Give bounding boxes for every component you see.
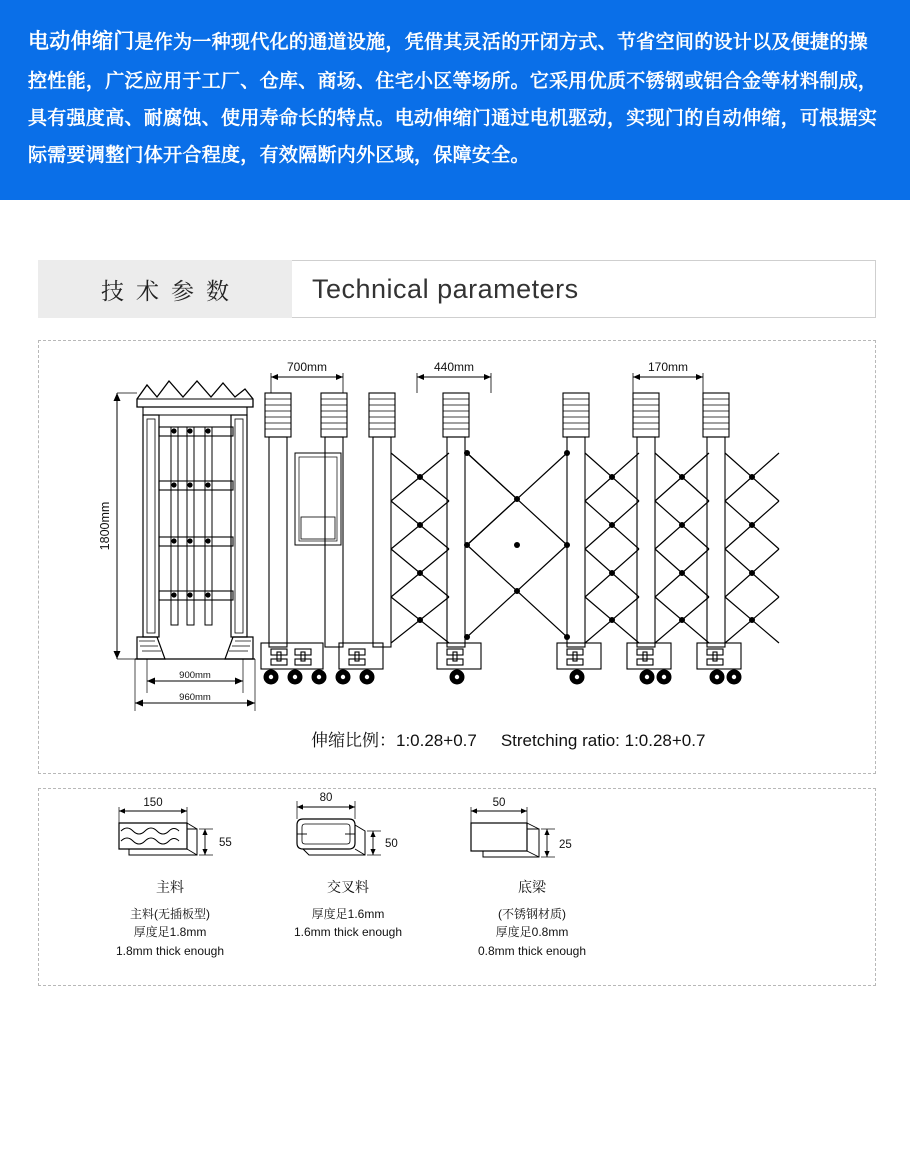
- material-2-thickness-cn: 厚度足1.6mm: [311, 906, 385, 921]
- material-2-name: 交叉料: [327, 879, 369, 896]
- dim-label-900: 900mm: [179, 670, 211, 682]
- dim-label-440: 440mm: [433, 360, 475, 375]
- intro-body: 是作为一种现代化的通道设施，凭借其灵活的开闭方式、节省空间的设计以及便捷的操控性能，广泛应用于工厂、仓库、商场、住宅小区等场所。它采用优质不锈钢或铝合金等材料制成，具有强度高、耐腐蚀、使用寿命长的特点。电动伸缩门通过电机驱动，实现门的自动伸缩，可根据实际需要调整门体开合程度，有效隔断内外区域，保障安全。: [28, 32, 878, 167]
- dim-label-1800: 1800mm: [98, 501, 112, 551]
- mat3-width-label: 50: [492, 797, 506, 810]
- material-1-thickness-cn: 厚度足1.8mm: [133, 925, 207, 940]
- mat3-height-label: 25: [559, 839, 572, 852]
- dim-label-170: 170mm: [647, 360, 689, 375]
- material-1-note: 主料(无插板型): [130, 906, 210, 921]
- stretching-ratio: [311, 726, 705, 751]
- material-specs-panel: [38, 788, 876, 986]
- section-heading: [38, 260, 876, 318]
- material-1-thickness-en: 1.8mm thick enough: [115, 943, 225, 958]
- mat1-width-label: 150: [143, 797, 163, 810]
- material-3-name: 底梁: [518, 879, 546, 896]
- intro-banner: [0, 0, 910, 200]
- dim-label-960: 960mm: [179, 692, 211, 704]
- gate-technical-drawing: [39, 341, 875, 773]
- material-2-caption: [253, 877, 443, 942]
- material-3-note: (不锈钢材质): [498, 906, 566, 921]
- technical-drawing-panel: [38, 340, 876, 774]
- material-1-caption: [75, 877, 265, 960]
- dim-label-700: 700mm: [286, 360, 328, 375]
- material-3-thickness-cn: 厚度足0.8mm: [495, 925, 569, 940]
- section-title-cn: 技术参数: [38, 260, 292, 318]
- material-3-thickness-en: 0.8mm thick enough: [477, 943, 587, 958]
- stretching-ratio-cn: 伸缩比例：1:0.28+0.7: [311, 731, 477, 751]
- mat1-height-label: 55: [219, 837, 232, 850]
- stretching-ratio-en: Stretching ratio: 1:0.28+0.7: [500, 731, 706, 751]
- material-2-thickness-en: 1.6mm thick enough: [293, 925, 403, 940]
- mat2-width-label: 80: [319, 792, 333, 805]
- section-title-en: Technical parameters: [292, 260, 876, 318]
- material-3-caption: [437, 877, 627, 960]
- mat2-height-label: 50: [385, 838, 398, 851]
- material-1-name: 主料: [156, 879, 184, 896]
- intro-lead: 电动伸缩门: [28, 30, 135, 53]
